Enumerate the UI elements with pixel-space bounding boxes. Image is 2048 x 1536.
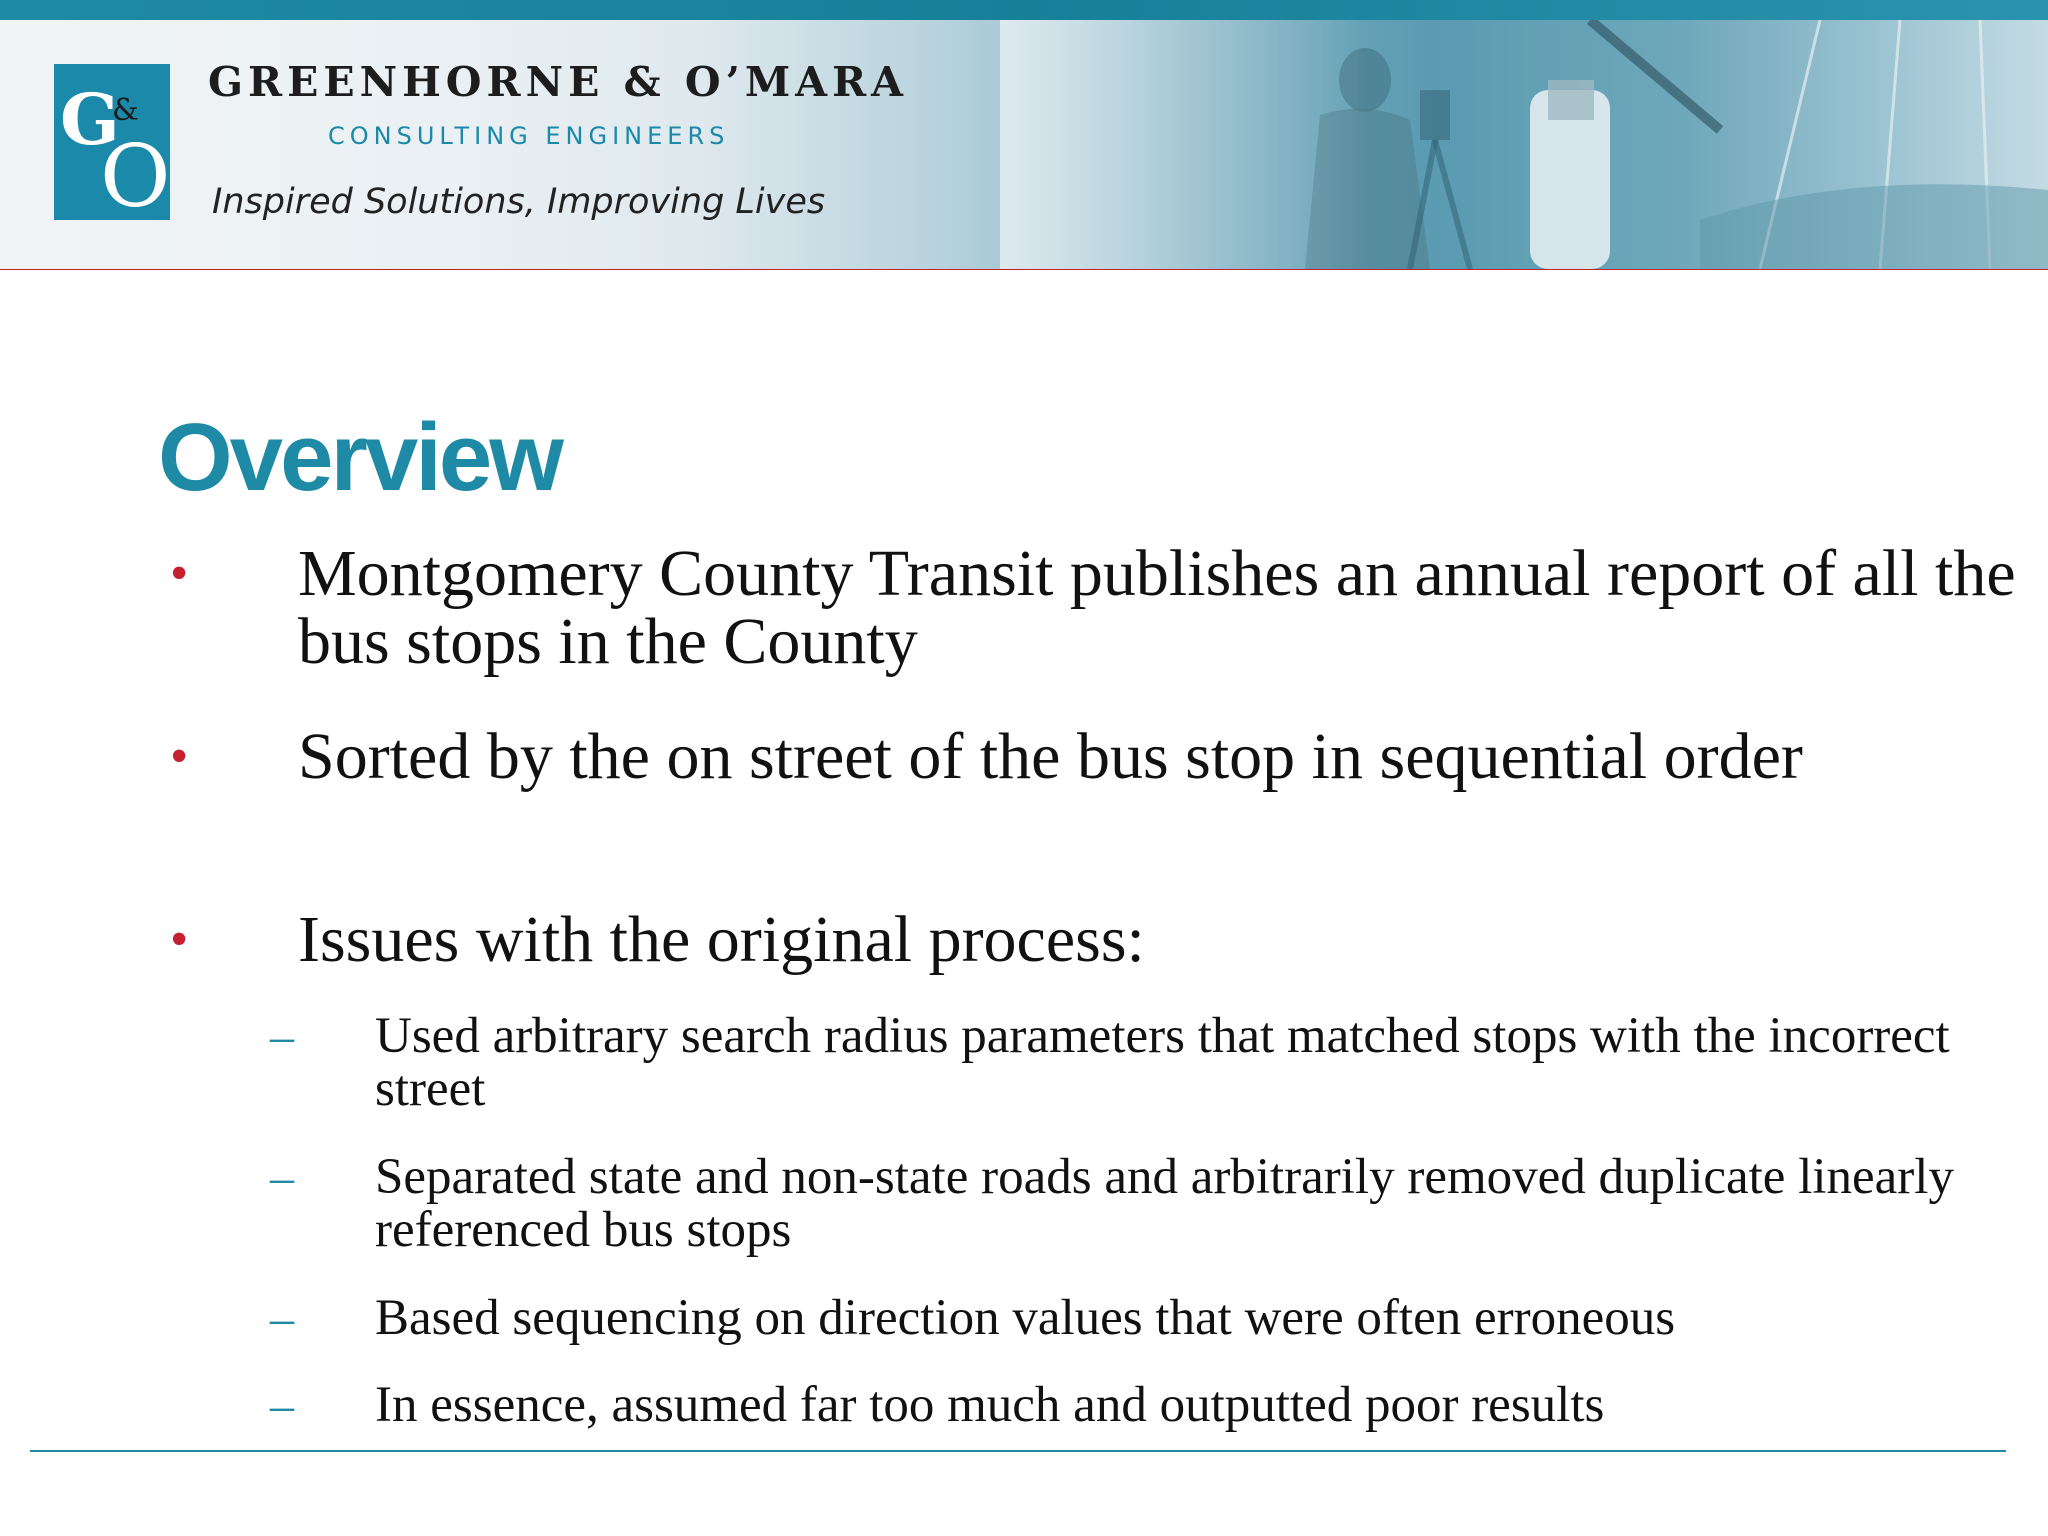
bullet-marker: •: [170, 728, 189, 785]
bullet-text: Issues with the original process:: [298, 903, 1145, 976]
bullet-text: Montgomery County Transit publishes an annual report of all the bus stops in the County: [298, 537, 2016, 678]
sub-bullet-text: Based sequencing on direction values that were often erroneous: [375, 1290, 1676, 1346]
bullet-marker: •: [170, 911, 189, 968]
svg-text:&: &: [112, 93, 139, 128]
bullet-marker: •: [170, 545, 189, 602]
company-subtitle: CONSULTING ENGINEERS: [328, 122, 730, 150]
company-name: GREENHORNE & O’MARA: [208, 58, 908, 106]
sub-bullet-marker: –: [270, 1292, 294, 1345]
slide-title: Overview: [158, 404, 561, 511]
sub-bullet-marker: –: [270, 1379, 294, 1432]
sub-bullet-marker: –: [270, 1151, 294, 1204]
company-tagline: Inspired Solutions, Improving Lives: [212, 182, 826, 222]
sub-bullet-text: In essence, assumed far too much and outputted poor results: [375, 1377, 1605, 1433]
bullet-text: Sorted by the on street of the bus stop in sequential order: [298, 720, 1803, 793]
footer-divider: [30, 1450, 2006, 1452]
svg-text:G: G: [60, 78, 120, 161]
sub-bullet-marker: –: [270, 1010, 294, 1063]
svg-text:O: O: [100, 127, 170, 220]
sub-bullet-text: Used arbitrary search radius parameters that matched stops with the incorrect street: [375, 1008, 1950, 1117]
sub-bullet-text: Separated state and non-state roads and arbitrarily removed duplicate linearly referenced bus stops: [375, 1149, 1954, 1258]
